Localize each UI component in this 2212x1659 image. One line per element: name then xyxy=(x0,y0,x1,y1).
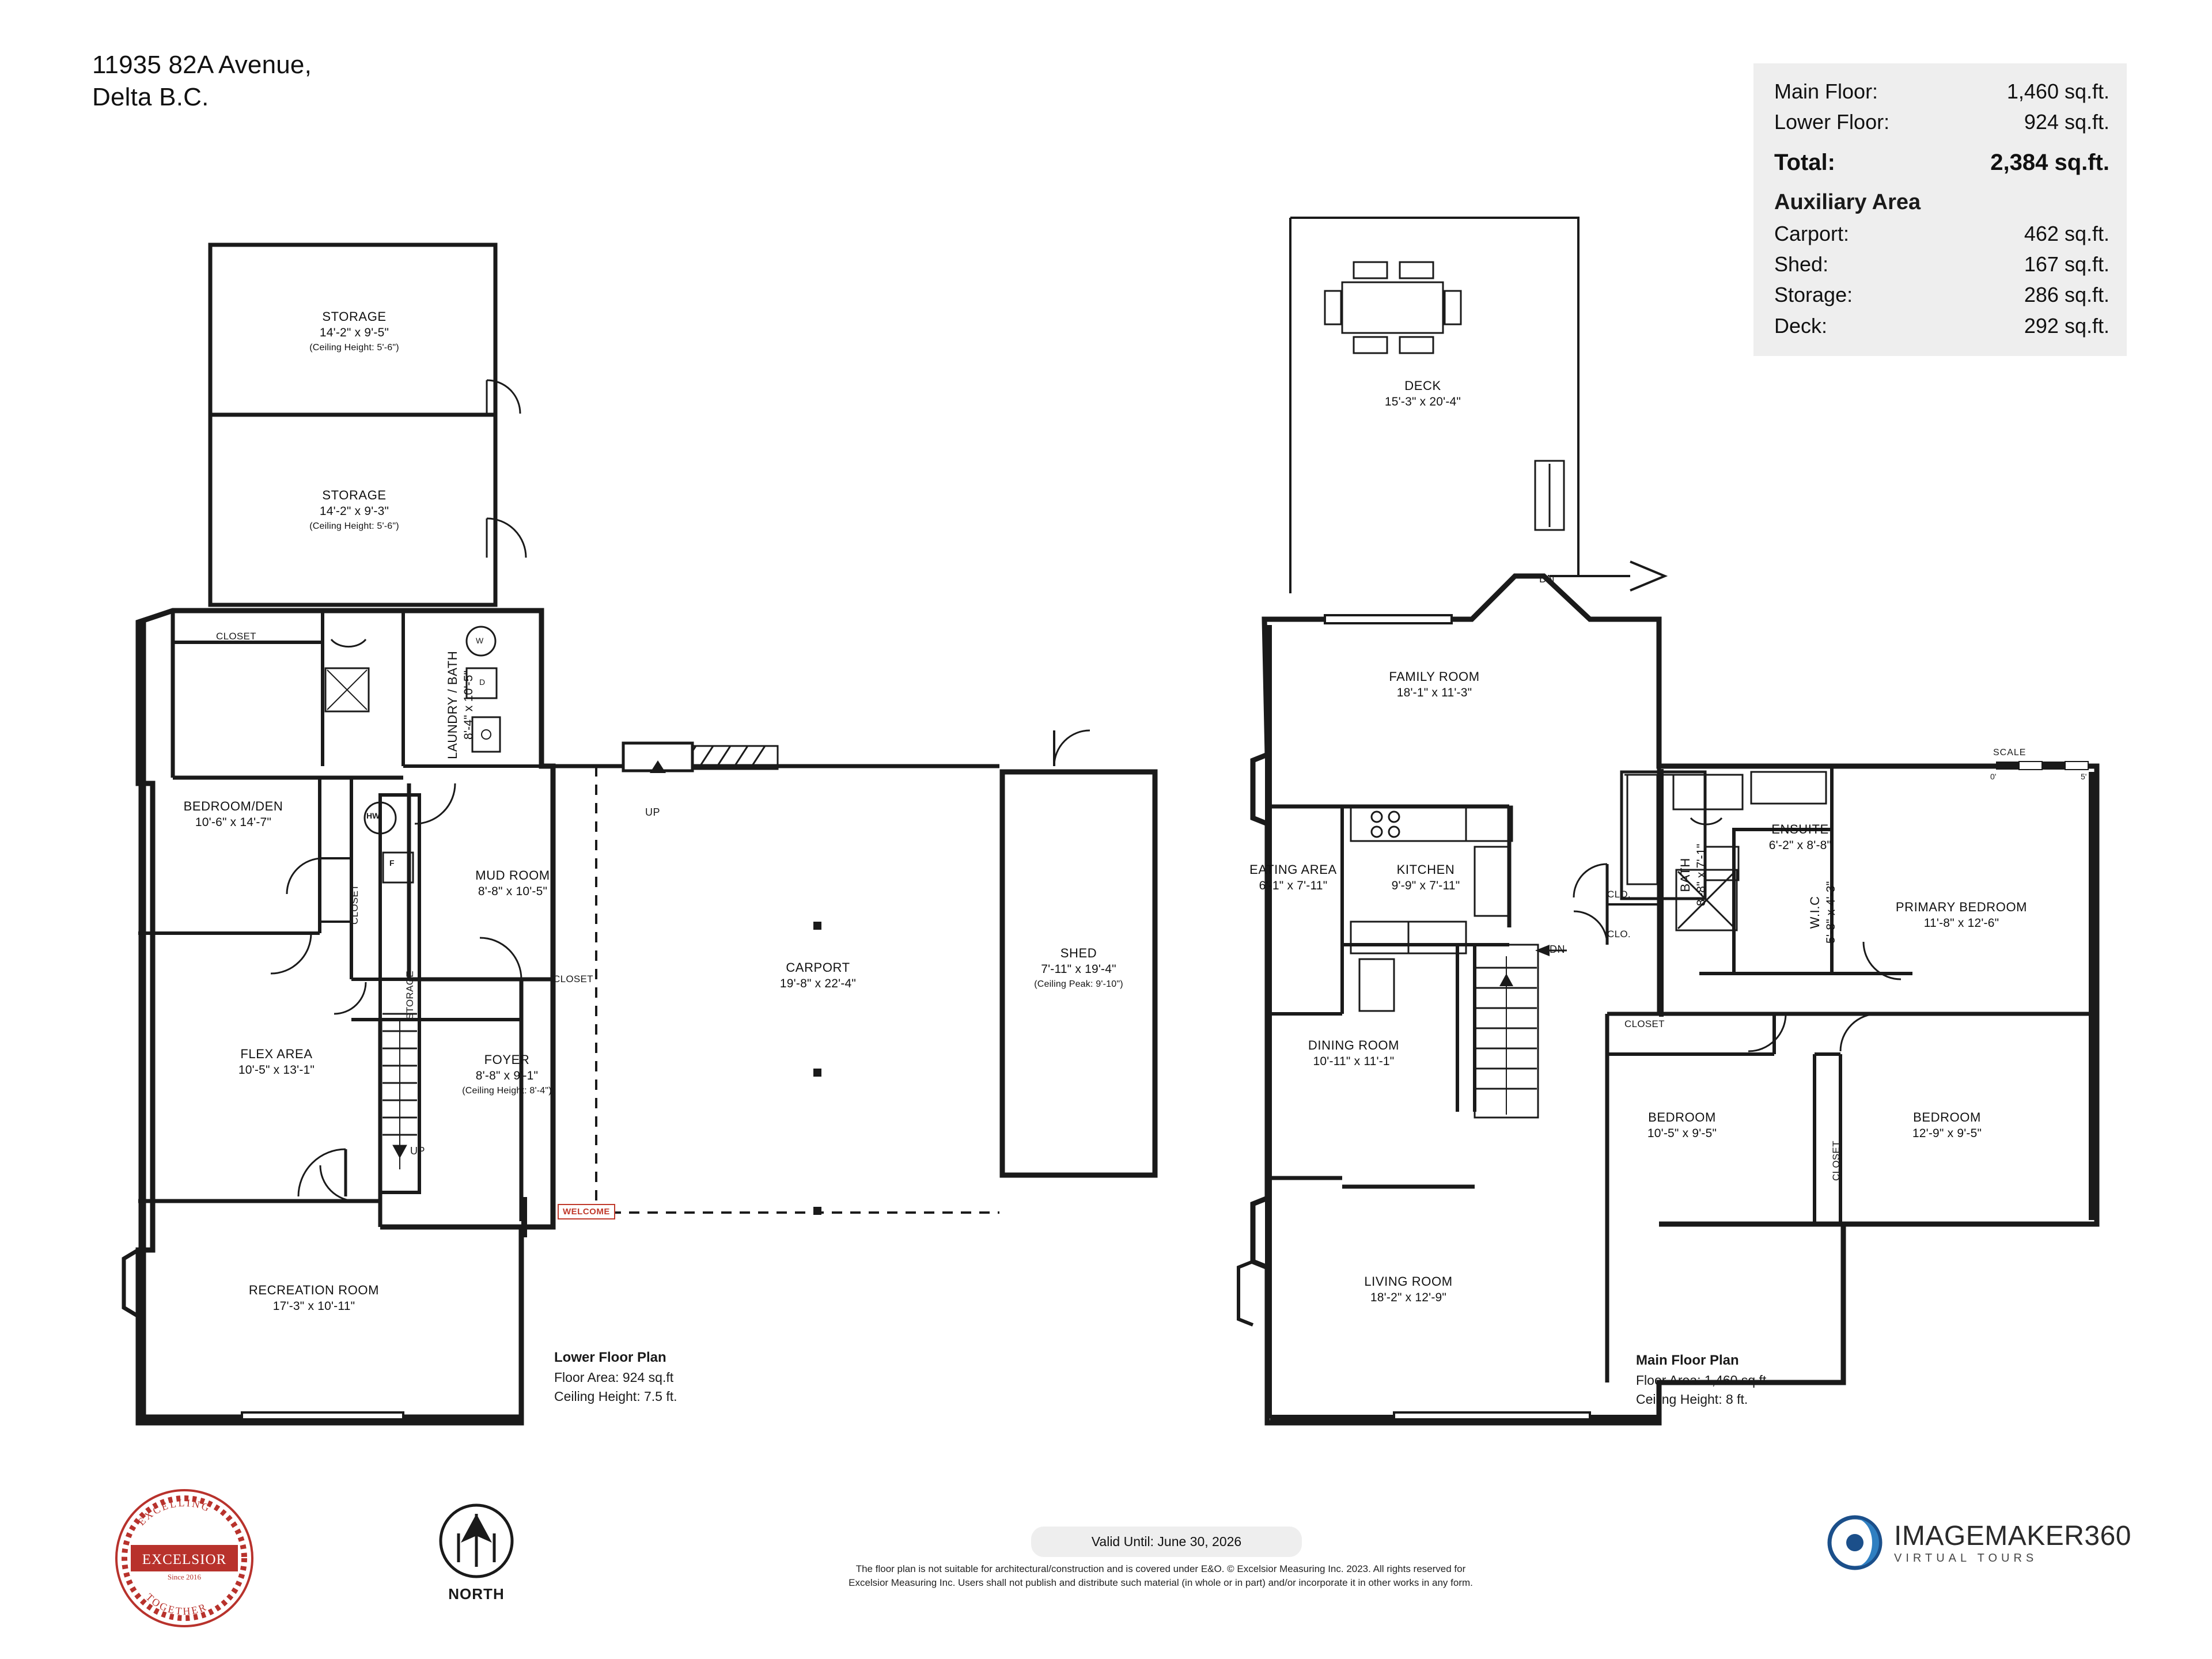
label-closet-main-bed: CLOSET xyxy=(1624,1018,1665,1029)
dn-arrow-deck-label: DN xyxy=(1539,573,1555,585)
address-line-2: Delta B.C. xyxy=(92,83,209,112)
room-bedroom-3: BEDROOM 12'-9" x 9'-5" xyxy=(1912,1110,1982,1141)
svg-text:Since 2016: Since 2016 xyxy=(167,1573,202,1581)
disclaimer-line-2: Excelsior Measuring Inc. Users shall not publish and distribute such material (in whole or in part) and/or incorporate it in other works in any form. xyxy=(849,1577,1473,1589)
dryer-icon-label: D xyxy=(479,677,486,687)
room-mud-room: MUD ROOM 8'-8" x 10'-5" xyxy=(475,868,550,899)
label-clo-2: CLO. xyxy=(1607,929,1631,940)
room-ensuite: ENSUITE 6'-2" x 8'-8" xyxy=(1768,822,1832,853)
area-value-total: 2,384 sq.ft. xyxy=(1990,149,2109,175)
room-bath: BATH 8'-8" x 7'-1" xyxy=(1678,843,1709,906)
label-closet-lower-side: CLOSET xyxy=(349,884,360,925)
area-label-lower: Lower Floor: xyxy=(1774,110,1890,134)
room-flex-area: FLEX AREA 10'-5" x 13'-1" xyxy=(238,1047,315,1077)
up-arrow-mud-label: UP xyxy=(645,806,661,818)
main-floor-caption-title: Main Floor Plan xyxy=(1636,1353,1739,1368)
label-closet-main-mid: CLOSET xyxy=(1831,1141,1842,1181)
lower-floor-caption-title: Lower Floor Plan xyxy=(554,1350,666,1365)
lower-floor-caption xyxy=(554,1348,677,1406)
room-foyer: FOYER 8'-8" x 9'-1" (Ceiling Height: 8'-4") xyxy=(462,1052,552,1096)
room-primary-bedroom: PRIMARY BEDROOM 11'-8" x 12'-6" xyxy=(1895,900,2028,930)
room-laundry-bath: LAUNDRY / BATH 8'-4" x 10'-5" xyxy=(445,650,476,759)
room-living: LIVING ROOM 18'-2" x 12'-9" xyxy=(1364,1274,1453,1305)
area-label-total: Total: xyxy=(1774,149,1835,175)
room-storage-1: STORAGE 14'-2" x 9'-5" (Ceiling Height: 5'-6") xyxy=(309,309,399,353)
room-eating-area: EATING AREA 6'-1" x 7'-11" xyxy=(1249,862,1337,893)
room-bedroom-den: BEDROOM/DEN 10'-6" x 14'-7" xyxy=(183,799,283,830)
area-label-storage: Storage: xyxy=(1774,283,1853,307)
main-floor-caption xyxy=(1636,1351,1770,1409)
area-label-deck: Deck: xyxy=(1774,313,1828,338)
area-value-main: 1,460 sq.ft. xyxy=(2006,79,2109,103)
washer-icon-label: W xyxy=(476,636,484,645)
area-label-shed: Shed: xyxy=(1774,252,1829,276)
welcome-mat: WELCOME xyxy=(558,1204,615,1219)
label-storage-vertical: STORAGE xyxy=(404,971,415,1020)
area-value-carport: 462 sq.ft. xyxy=(2024,221,2109,245)
imagemaker-tagline: VIRTUAL TOURS xyxy=(1894,1552,2038,1565)
svg-text:EXCELLING: EXCELLING xyxy=(135,1497,213,1528)
furnace-label: F xyxy=(389,858,395,868)
room-kitchen: KITCHEN 9'-9" x 7'-11" xyxy=(1391,862,1460,893)
address-line-1: 11935 82A Avenue, xyxy=(92,51,312,79)
imagemaker-name: IMAGEMAKER360 xyxy=(1894,1521,2131,1551)
imagemaker-mark-icon xyxy=(1826,1514,1884,1571)
area-label-carport: Carport: xyxy=(1774,221,1850,245)
label-clo-1: CLO. xyxy=(1607,889,1631,900)
imagemaker360-logo xyxy=(1826,1514,2131,1571)
scale-min-label: 0' xyxy=(1990,772,1997,781)
north-compass-icon xyxy=(433,1498,520,1584)
room-dining: DINING ROOM 10'-11" x 11'-1" xyxy=(1308,1038,1400,1069)
svg-text:TOGETHER: TOGETHER xyxy=(143,1591,209,1618)
room-storage-2: STORAGE 14'-2" x 9'-3" (Ceiling Height: 5'-6") xyxy=(309,488,399,531)
area-value-deck: 292 sq.ft. xyxy=(2024,313,2109,338)
svg-text:EXCELSIOR: EXCELSIOR xyxy=(142,1552,227,1567)
main-floor-caption-height: Ceiling Height: 8 ft. xyxy=(1636,1392,1748,1407)
label-closet-lower-top: CLOSET xyxy=(216,631,256,642)
label-closet-foyer: CLOSET xyxy=(553,974,593,984)
scale-label: SCALE xyxy=(1993,748,2027,757)
room-shed: SHED 7'-11" x 19'-4" (Ceiling Peak: 9'-10") xyxy=(1034,946,1123,989)
area-value-storage: 286 sq.ft. xyxy=(2024,283,2109,307)
dn-arrow-stairs-label: DN xyxy=(1550,944,1565,955)
disclaimer-line-1: The floor plan is not suitable for architectural/construction and is covered under E&O. © Excelsior Measuring Inc. 2023. All rights reserved for xyxy=(855,1563,1466,1574)
room-recreation: RECREATION ROOM 17'-3" x 10'-11" xyxy=(248,1283,380,1313)
scale-max-label: 5' xyxy=(2081,772,2087,781)
disclaimer-text xyxy=(700,1562,1622,1590)
excelsior-logo xyxy=(107,1480,262,1636)
area-label-main: Main Floor: xyxy=(1774,79,1878,103)
north-label: NORTH xyxy=(448,1585,505,1603)
lower-floor-caption-area: Floor Area: 924 sq.ft xyxy=(554,1369,674,1385)
room-bedroom-2: BEDROOM 10'-5" x 9'-5" xyxy=(1647,1110,1717,1141)
up-arrow-foyer-label: UP xyxy=(410,1145,426,1157)
lower-floor-caption-height: Ceiling Height: 7.5 ft. xyxy=(554,1389,677,1404)
aux-area-heading: Auxiliary Area xyxy=(1774,190,1921,214)
valid-until-badge: Valid Until: June 30, 2026 xyxy=(1031,1527,1302,1557)
area-value-shed: 167 sq.ft. xyxy=(2024,252,2109,276)
hot-water-tank-label: HW xyxy=(366,811,380,820)
room-deck: DECK 15'-3" x 20'-4" xyxy=(1384,378,1461,409)
room-family: FAMILY ROOM 18'-1" x 11'-3" xyxy=(1389,669,1480,700)
room-carport: CARPORT 19'-8" x 22'-4" xyxy=(779,960,857,991)
room-walk-in-closet: W.I.C 5'-8" x 4'-3" xyxy=(1808,881,1838,944)
area-value-lower: 924 sq.ft. xyxy=(2024,110,2109,134)
main-floor-caption-area: Floor Area: 1,460 sq.ft. xyxy=(1636,1372,1770,1388)
